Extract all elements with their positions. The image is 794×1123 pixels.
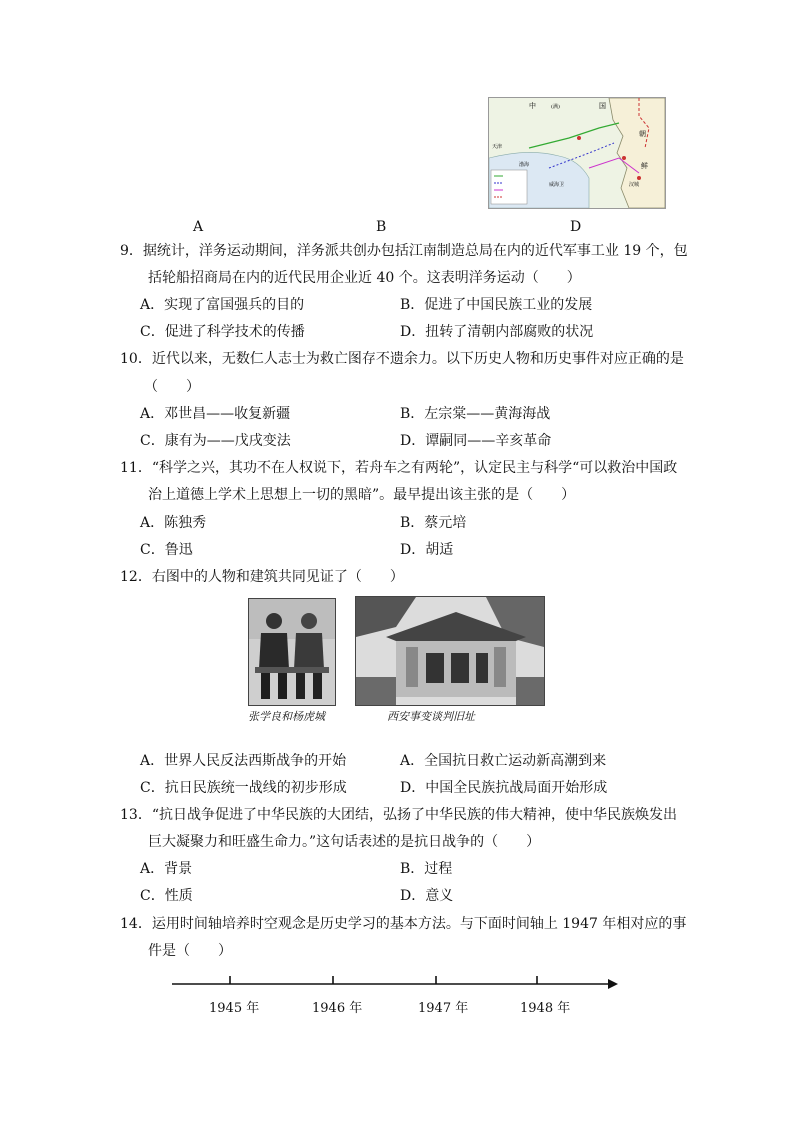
question-14-line-2: 件是（ ）	[148, 943, 232, 959]
question-9-option-b[interactable]: B．促进了中国民族工业的发展	[400, 297, 593, 313]
question-13-option-c[interactable]: C．性质	[140, 888, 193, 904]
timeline	[172, 972, 622, 996]
timeline-label-1947: 1947 年	[418, 1001, 469, 1016]
question-11-line-2: 治上道德上学术上思想上一切的黑暗”。最早提出该主张的是（ ）	[148, 487, 576, 503]
building-photo	[355, 596, 545, 706]
question-number: 10．	[120, 351, 152, 367]
question-13-line-1	[120, 806, 677, 824]
question-12-option-c[interactable]: C．抗日民族统一战线的初步形成	[140, 780, 347, 796]
question-9-option-c[interactable]: C．促进了科学技术的传播	[140, 324, 305, 340]
question-9-line-2: 括轮船招商局在内的近代民用企业近 40 个。这表明洋务运动（ ）	[148, 270, 581, 286]
portrait-caption: 张学良和杨虎城	[248, 710, 325, 723]
question-9-option-d[interactable]: D．扭转了清朝内部腐败的状况	[400, 324, 594, 340]
question-9-option-a[interactable]: A．实现了富国强兵的目的	[140, 297, 305, 313]
option-label-d: D	[570, 219, 582, 235]
question-10-option-b[interactable]: B．左宗棠——黄海海战	[400, 406, 551, 422]
map-label-tianjin: 天津	[492, 144, 503, 150]
timeline-label-1945: 1945 年	[209, 1001, 260, 1016]
question-11-option-c[interactable]: C．鲁迅	[140, 542, 193, 558]
question-13-option-a[interactable]: A．背景	[140, 861, 193, 877]
question-number: 12．	[120, 569, 152, 585]
option-label-b: B	[376, 219, 387, 235]
question-text: 据统计，洋务运动期间，洋务派共创办包括江南制造总局在内的近代军事工业 19 个，包	[142, 243, 688, 259]
question-11-option-b[interactable]: B．蔡元培	[400, 515, 467, 531]
question-13-line-2: 巨大凝聚力和旺盛生命力。”这句话表述的是抗日战争的（ ）	[148, 834, 541, 850]
question-10-line-2: （ ）	[144, 379, 200, 395]
portrait-photo	[248, 598, 336, 706]
question-number: 13．	[120, 807, 152, 823]
option-label-a: A	[193, 219, 204, 235]
map-label-bohai: 渤海	[519, 162, 530, 168]
map-label-hancheng: 汉城	[629, 182, 640, 188]
question-number: 11．	[120, 460, 152, 476]
question-10-option-c[interactable]: C．康有为——戊戌变法	[140, 433, 291, 449]
question-11-option-a[interactable]: A．陈独秀	[140, 515, 207, 531]
map-illustration	[489, 98, 665, 208]
question-text: 运用时间轴培养时空观念是历史学习的基本方法。与下面时间轴上 1947 年相对应的事	[151, 916, 687, 932]
question-number: 9．	[120, 243, 143, 259]
building-illustration	[356, 597, 544, 705]
question-12-option-d[interactable]: D．中国全民族抗战局面开始形成	[400, 780, 608, 796]
question-text: 近代以来，无数仁人志士为救亡图存不遗余力。以下历史人物和历史事件对应正确的是	[151, 351, 684, 367]
question-10-line-1	[120, 350, 684, 368]
question-13-option-d[interactable]: D．意义	[400, 888, 454, 904]
historical-map-image	[488, 97, 666, 209]
timeline-axis	[172, 972, 622, 996]
question-10-option-d[interactable]: D．谭嗣同——辛亥革命	[400, 433, 552, 449]
question-11-option-d[interactable]: D．胡适	[400, 542, 454, 558]
question-text: “抗日战争促进了中华民族的大团结，弘扬了中华民族的伟大精神，使中华民族焕发出	[151, 807, 677, 823]
question-14-line-1	[120, 915, 686, 933]
question-12-option-b[interactable]: A．全国抗日救亡运动新高潮到来	[400, 753, 607, 769]
question-11-line-1	[120, 459, 677, 477]
question-text: 右图中的人物和建筑共同见证了（ ）	[151, 569, 404, 585]
map-label-guo: 国	[599, 102, 606, 110]
building-caption: 西安事变谈判旧址	[387, 710, 475, 723]
timeline-label-1948: 1948 年	[520, 1001, 571, 1016]
map-label-china: 中	[529, 102, 536, 110]
timeline-label-1946: 1946 年	[312, 1001, 363, 1016]
question-13-option-b[interactable]: B．过程	[400, 861, 453, 877]
map-label-weihaiwei: 威海卫	[549, 182, 565, 188]
question-text: “科学之兴，其功不在人权说下，若舟车之有两轮”，认定民主与科学“可以救治中国政	[151, 460, 678, 476]
map-label-korea: 朝	[639, 130, 646, 138]
question-12-line-1	[120, 568, 404, 586]
question-10-option-a[interactable]: A．邓世昌——收复新疆	[140, 406, 291, 422]
question-number: 14．	[120, 916, 152, 932]
question-9-line-1	[120, 242, 688, 260]
map-label-province: (满)	[551, 104, 560, 110]
map-label-xian: 鲜	[641, 162, 648, 170]
question-12-option-a[interactable]: A．世界人民反法西斯战争的开始	[140, 753, 347, 769]
portrait-illustration	[249, 599, 335, 705]
